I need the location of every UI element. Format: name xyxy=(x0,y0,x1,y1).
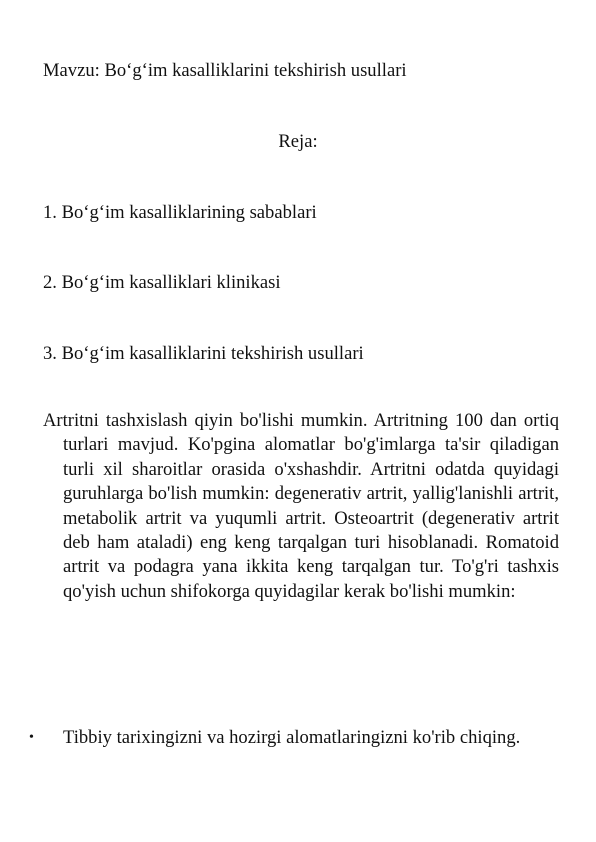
bullet-dot-icon: • xyxy=(29,730,34,745)
bullet-list xyxy=(29,726,559,750)
body-paragraph: Artritni tashxislash qiyin bo'lishi mumkin. Artritning 100 dan ortiq turlari mavjud. Ko'pgina alomatlar bo'g'imlarga ta'sir qiladigan turli xil sharoitlar orasida o'xshashdir. Artritni odatda quyidagi guruhlarga bo'lish mumkin: degenerativ artrit, yallig'lanishli artrit, metabolik artrit va yuqumli artrit. Osteoartrit (degenerativ artrit deb ham ataladi) eng keng tarqalgan turi hisoblanadi. Romatoid artrit va podagra yana ikkita keng tarqalgan tur. To'g'ri tashxis qo'yish uchun shifokorga quyidagilar kerak bo'lishi mumkin: xyxy=(43,410,559,602)
topic-heading: Mavzu: Bo‘g‘im kasalliklarini tekshirish usullari xyxy=(43,60,407,81)
list-item xyxy=(29,726,559,750)
plan-item-1: 1. Bo‘g‘im kasalliklarining sabablari xyxy=(43,202,317,223)
plan-item-2: 2. Bo‘g‘im kasalliklari klinikasi xyxy=(43,272,281,293)
plan-item-3: 3. Bo‘g‘im kasalliklarini tekshirish usullari xyxy=(43,343,364,364)
plan-title: Reja: xyxy=(278,131,318,152)
bullet-text: Tibbiy tarixingizni va hozirgi alomatlaringizni ko'rib chiqing. xyxy=(63,727,521,748)
